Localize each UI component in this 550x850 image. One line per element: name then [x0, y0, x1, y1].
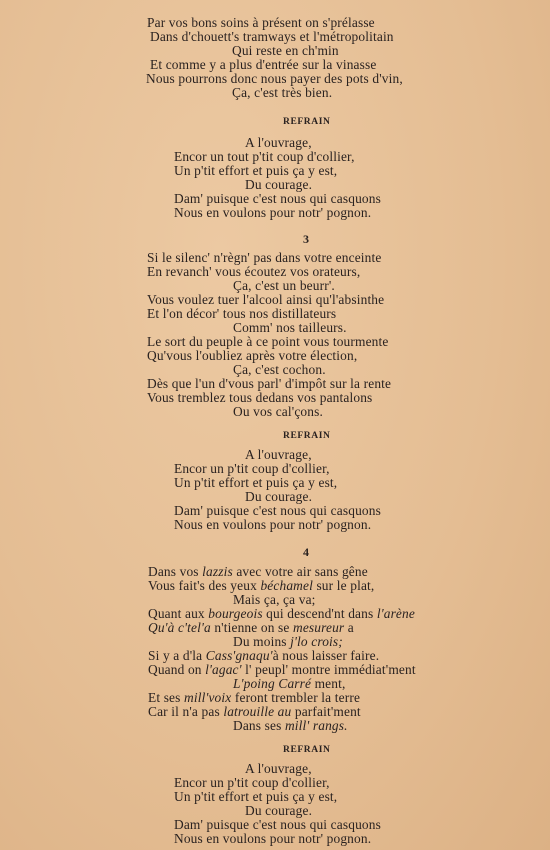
- refrain-line: A l'ouvrage,: [245, 761, 312, 776]
- refrain-line: Nous en voulons pour notr' pognon.: [174, 517, 372, 532]
- refrain-line: Encor un tout p'tit coup d'collier,: [174, 149, 355, 164]
- verse-line: Et ses mill'voix feront trembler la terre: [148, 690, 361, 705]
- refrain-line: Du courage.: [245, 803, 313, 818]
- refrain-heading: REFRAIN: [283, 745, 331, 755]
- verse-line: Quand on l'agac' l' peupl' montre immédiat'ment: [148, 662, 416, 677]
- refrain-line: Encor un p'tit coup d'collier,: [174, 461, 330, 476]
- refrain-line: Un p'tit effort et puis ça y est,: [174, 475, 338, 490]
- verse-line: Ça, c'est un beurr'.: [233, 278, 335, 293]
- refrain-line: Nous en voulons pour notr' pognon.: [174, 831, 372, 846]
- verse-line: Mais ça, ça va;: [233, 592, 316, 607]
- verse-line: Qu'à c'tel'a n'tienne on se mesureur a: [148, 620, 354, 635]
- verse-line: Ou vos cal'çons.: [233, 404, 323, 419]
- verse-line: Le sort du peuple à ce point vous tourmente: [147, 334, 389, 349]
- refrain-heading: REFRAIN: [283, 431, 331, 441]
- verse-line: Qui reste en ch'min: [232, 43, 339, 58]
- refrain-line: Un p'tit effort et puis ça y est,: [174, 789, 338, 804]
- verse-line: Vous voulez tuer l'alcool ainsi qu'l'absinthe: [147, 292, 385, 307]
- verse-line: Dans ses mill' rangs.: [233, 718, 348, 733]
- verse-line: Dans d'chouett's tramways et l'métropolitain: [150, 29, 394, 44]
- verse-line: Comm' nos tailleurs.: [233, 320, 347, 335]
- verse-line: Dans vos lazzis avec votre air sans gêne: [148, 564, 368, 579]
- verse-line: Qu'vous l'oubliez après votre élection,: [147, 348, 358, 363]
- verse-number: 3: [303, 232, 309, 246]
- refrain-line: Dam' puisque c'est nous qui casquons: [174, 817, 381, 832]
- refrain-line: Nous en voulons pour notr' pognon.: [174, 205, 372, 220]
- verse-line: L'poing Carré ment,: [233, 676, 346, 691]
- verse-line: Si le silenc' n'règn' pas dans votre enceinte: [147, 250, 382, 265]
- verse-line: Et comme y a plus d'entrée sur la vinasse: [150, 57, 377, 72]
- refrain-line: Du courage.: [245, 489, 313, 504]
- verse-line: Ça, c'est très bien.: [232, 85, 333, 100]
- refrain-heading: REFRAIN: [283, 117, 331, 127]
- verse-line: Par vos bons soins à présent on s'prélasse: [147, 15, 375, 30]
- refrain-line: Un p'tit effort et puis ça y est,: [174, 163, 338, 178]
- verse-number: 4: [303, 545, 309, 559]
- verse-line: Ça, c'est cochon.: [233, 362, 326, 377]
- verse-line: Nous pourrons donc nous payer des pots d'vin,: [146, 71, 403, 86]
- verse-line: Vous fait's des yeux béchamel sur le plat,: [148, 578, 375, 593]
- refrain-line: Dam' puisque c'est nous qui casquons: [174, 503, 381, 518]
- refrain-line: Du courage.: [245, 177, 313, 192]
- verse-line: Quant aux bourgeois qui descend'nt dans l'arène: [148, 606, 415, 621]
- refrain-line: A l'ouvrage,: [245, 135, 312, 150]
- refrain-line: Dam' puisque c'est nous qui casquons: [174, 191, 381, 206]
- verse-line: Vous tremblez tous dedans vos pantalons: [147, 390, 373, 405]
- refrain-line: A l'ouvrage,: [245, 447, 312, 462]
- verse-line: Dès que l'un d'vous parl' d'impôt sur la rente: [147, 376, 392, 391]
- refrain-line: Encor un p'tit coup d'collier,: [174, 775, 330, 790]
- verse-line: Et l'on décor' tous nos distillateurs: [147, 306, 337, 321]
- verse-line: En revanch' vous écoutez vos orateurs,: [147, 264, 361, 279]
- verse-line: Car il n'a pas latrouille au parfait'ment: [148, 704, 361, 719]
- verse-line: Du moins j'lo crois;: [233, 634, 343, 649]
- verse-line: Si y a d'la Cass'gnaqu'à nous laisser faire.: [148, 648, 380, 663]
